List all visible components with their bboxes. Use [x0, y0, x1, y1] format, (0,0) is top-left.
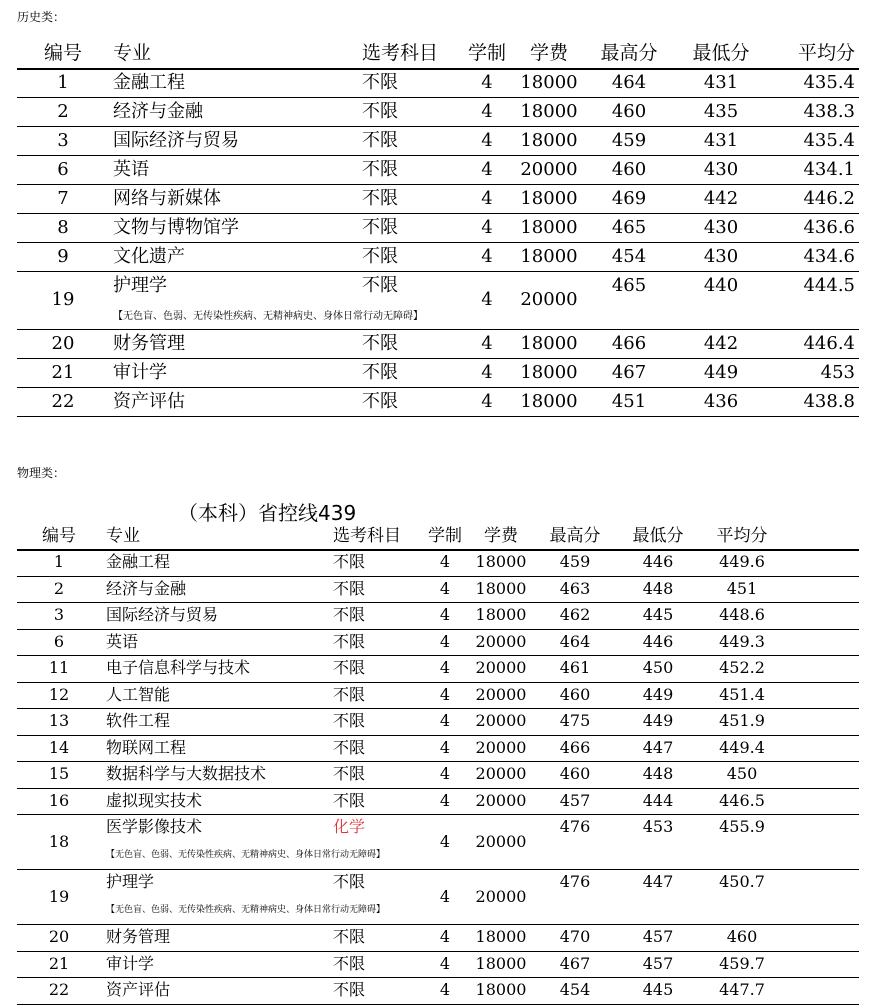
column-header: 编号 [43, 42, 82, 64]
avg-score-cell: 438.3 [803, 100, 855, 122]
fee-cell: 18000 [520, 129, 578, 151]
major-cell: 资产评估 [113, 390, 185, 412]
subject-cell: 不限 [333, 605, 366, 625]
major-cell: 国际经济与贸易 [106, 605, 219, 625]
max-score-cell: 467 [559, 953, 591, 973]
id-cell: 9 [57, 245, 69, 267]
row-divider [17, 708, 859, 709]
major-cell: 电子信息科学与技术 [106, 658, 251, 678]
eligibility-note: 【无色盲、色弱、无传染性疾病、无精神病史、身体日常行动无障碍】 [106, 850, 386, 860]
id-cell: 19 [48, 886, 70, 906]
max-score-cell: 464 [611, 71, 647, 93]
id-cell: 20 [51, 332, 75, 354]
column-header: 最低分 [632, 526, 684, 546]
id-cell: 18 [48, 831, 70, 851]
fee-cell: 18000 [475, 927, 527, 947]
years-cell: 4 [439, 578, 451, 598]
avg-score-cell: 438.8 [803, 390, 855, 412]
row-divider [17, 576, 859, 577]
column-header: 学费 [484, 526, 518, 546]
column-header: 最低分 [692, 42, 750, 64]
physics-section-label: 物理类： [17, 466, 66, 480]
avg-score-cell: 446.2 [803, 187, 855, 209]
column-header: 学制 [467, 42, 506, 64]
eligibility-note: 【无色盲、色弱、无传染性疾病、无精神病史、身体日常行动无障碍】 [106, 905, 386, 915]
max-score-cell: 476 [559, 817, 591, 836]
subject-cell: 不限 [362, 129, 398, 151]
min-score-cell: 453 [642, 817, 674, 836]
major-cell: 数据科学与大数据技术 [106, 764, 267, 784]
subject-cell: 不限 [333, 552, 366, 572]
avg-score-cell: 448.6 [719, 605, 765, 625]
fee-cell: 20000 [475, 658, 527, 678]
row-divider [17, 655, 859, 656]
subject-cell: 不限 [362, 71, 398, 93]
fee-cell: 18000 [520, 332, 578, 354]
subject-cell: 不限 [333, 631, 366, 651]
id-cell: 6 [57, 158, 69, 180]
row-divider [17, 629, 859, 630]
max-score-cell: 457 [559, 790, 591, 810]
fee-cell: 20000 [475, 684, 527, 704]
max-score-cell: 466 [611, 332, 647, 354]
major-cell: 文化遗产 [113, 245, 185, 267]
fee-cell: 18000 [475, 605, 527, 625]
avg-score-cell: 459.7 [719, 953, 765, 973]
min-score-cell: 445 [642, 605, 674, 625]
major-cell: 金融工程 [113, 71, 185, 93]
subject-cell: 不限 [362, 275, 398, 296]
major-cell: 审计学 [113, 361, 167, 383]
subject-cell: 不限 [333, 578, 366, 598]
subject-cell: 不限 [362, 158, 398, 180]
column-header: 学费 [529, 42, 568, 64]
fee-cell: 18000 [520, 361, 578, 383]
min-score-cell: 457 [642, 927, 674, 947]
years-cell: 4 [439, 737, 451, 757]
major-cell: 软件工程 [106, 711, 171, 731]
subject-cell: 不限 [333, 927, 366, 947]
max-score-cell: 476 [559, 872, 591, 891]
major-cell: 英语 [106, 631, 139, 651]
years-cell: 4 [481, 245, 493, 267]
major-cell: 网络与新媒体 [113, 187, 221, 209]
min-score-cell: 440 [703, 275, 739, 296]
subject-cell: 不限 [333, 953, 366, 973]
min-score-cell: 431 [703, 129, 739, 151]
id-cell: 1 [53, 552, 65, 572]
max-score-cell: 461 [559, 658, 591, 678]
max-score-cell: 465 [611, 275, 647, 296]
column-header: 专业 [106, 526, 140, 546]
avg-score-cell: 446.4 [803, 332, 855, 354]
avg-score-cell: 451.4 [719, 684, 765, 704]
years-cell: 4 [481, 158, 493, 180]
row-divider [17, 1004, 859, 1005]
major-cell: 国际经济与贸易 [113, 129, 239, 151]
fee-cell: 18000 [520, 71, 578, 93]
avg-score-cell: 434.6 [803, 245, 855, 267]
avg-score-cell: 451.9 [719, 711, 765, 731]
min-score-cell: 450 [642, 658, 674, 678]
subject-cell: 不限 [333, 872, 366, 891]
id-cell: 2 [57, 100, 69, 122]
subject-cell: 不限 [333, 980, 366, 1000]
years-cell: 4 [439, 711, 451, 731]
min-score-cell: 431 [703, 71, 739, 93]
row-divider [17, 155, 859, 156]
max-score-cell: 451 [611, 390, 647, 412]
min-score-cell: 449 [642, 684, 674, 704]
min-score-cell: 445 [642, 980, 674, 1000]
max-score-cell: 475 [559, 711, 591, 731]
min-score-cell: 447 [642, 737, 674, 757]
major-cell: 经济与金融 [106, 578, 187, 598]
avg-score-cell: 449.6 [719, 552, 765, 572]
fee-cell: 20000 [475, 886, 527, 906]
years-cell: 4 [439, 980, 451, 1000]
max-score-cell: 465 [611, 216, 647, 238]
id-cell: 19 [51, 289, 75, 310]
column-header: 最高分 [600, 42, 658, 64]
avg-score-cell: 452.2 [719, 658, 765, 678]
subject-cell: 化学 [333, 817, 366, 836]
column-header: 学制 [428, 526, 462, 546]
row-divider [17, 213, 859, 214]
subject-cell: 不限 [362, 332, 398, 354]
avg-score-cell: 435.4 [803, 71, 855, 93]
years-cell: 4 [481, 100, 493, 122]
avg-score-cell: 434.1 [803, 158, 855, 180]
subject-cell: 不限 [333, 764, 366, 784]
avg-score-cell: 455.9 [719, 817, 765, 836]
max-score-cell: 464 [559, 631, 591, 651]
major-cell: 英语 [113, 158, 149, 180]
fee-cell: 20000 [475, 831, 527, 851]
subject-cell: 不限 [333, 711, 366, 731]
min-score-cell: 446 [642, 552, 674, 572]
row-divider [17, 242, 859, 243]
years-cell: 4 [439, 764, 451, 784]
major-cell: 人工智能 [106, 684, 171, 704]
id-cell: 6 [53, 631, 65, 651]
major-cell: 护理学 [106, 872, 155, 891]
id-cell: 22 [48, 980, 70, 1000]
row-divider [17, 358, 859, 359]
column-header: 平均分 [716, 526, 768, 546]
id-cell: 20 [48, 927, 70, 947]
major-cell: 医学影像技术 [106, 817, 203, 836]
years-cell: 4 [481, 332, 493, 354]
column-header: 平均分 [797, 42, 855, 64]
avg-score-cell: 450 [726, 764, 758, 784]
max-score-cell: 462 [559, 605, 591, 625]
fee-cell: 20000 [520, 158, 578, 180]
years-cell: 4 [439, 631, 451, 651]
id-cell: 1 [57, 71, 69, 93]
avg-score-cell: 446.5 [719, 790, 765, 810]
years-cell: 4 [439, 831, 451, 851]
subject-cell: 不限 [362, 216, 398, 238]
avg-score-cell: 449.4 [719, 737, 765, 757]
min-score-cell: 444 [642, 790, 674, 810]
years-cell: 4 [481, 129, 493, 151]
avg-score-cell: 460 [726, 927, 758, 947]
row-divider [17, 735, 859, 736]
min-score-cell: 447 [642, 872, 674, 891]
row-divider [17, 924, 859, 925]
row-divider [17, 977, 859, 978]
major-cell: 资产评估 [106, 980, 171, 1000]
max-score-cell: 459 [559, 552, 591, 572]
years-cell: 4 [481, 289, 493, 310]
id-cell: 14 [48, 737, 70, 757]
history-section-label: 历史类： [17, 10, 66, 24]
subject-cell: 不限 [362, 245, 398, 267]
min-score-cell: 448 [642, 764, 674, 784]
eligibility-note: 【无色盲、色弱、无传染性疾病、无精神病史、身体日常行动无障碍】 [113, 311, 423, 322]
avg-score-cell: 453 [820, 361, 855, 383]
avg-score-cell: 435.4 [803, 129, 855, 151]
max-score-cell: 459 [611, 129, 647, 151]
min-score-cell: 448 [642, 578, 674, 598]
header-divider [17, 68, 859, 70]
major-cell: 虚拟现实技术 [106, 790, 203, 810]
years-cell: 4 [481, 216, 493, 238]
years-cell: 4 [439, 886, 451, 906]
years-cell: 4 [439, 927, 451, 947]
major-cell: 财务管理 [106, 927, 171, 947]
fee-cell: 20000 [475, 764, 527, 784]
fee-cell: 20000 [520, 289, 578, 310]
fee-cell: 18000 [520, 245, 578, 267]
id-cell: 3 [57, 129, 69, 151]
row-divider [17, 682, 859, 683]
subject-cell: 不限 [333, 658, 366, 678]
fee-cell: 20000 [475, 737, 527, 757]
fee-cell: 18000 [520, 187, 578, 209]
id-cell: 15 [48, 764, 70, 784]
header-divider [17, 549, 859, 551]
min-score-cell: 430 [703, 216, 739, 238]
fee-cell: 18000 [520, 390, 578, 412]
row-divider [17, 271, 859, 272]
id-cell: 12 [48, 684, 70, 704]
subject-cell: 不限 [333, 684, 366, 704]
row-divider [17, 416, 859, 417]
years-cell: 4 [481, 187, 493, 209]
min-score-cell: 430 [703, 158, 739, 180]
major-cell: 审计学 [106, 953, 155, 973]
id-cell: 16 [48, 790, 70, 810]
avg-score-cell: 444.5 [803, 275, 855, 296]
min-score-cell: 457 [642, 953, 674, 973]
avg-score-cell: 449.3 [719, 631, 765, 651]
min-score-cell: 430 [703, 245, 739, 267]
id-cell: 22 [51, 390, 75, 412]
subject-cell: 不限 [333, 790, 366, 810]
id-cell: 21 [48, 953, 70, 973]
fee-cell: 20000 [475, 790, 527, 810]
row-divider [17, 126, 859, 127]
row-divider [17, 761, 859, 762]
min-score-cell: 446 [642, 631, 674, 651]
subject-cell: 不限 [362, 390, 398, 412]
years-cell: 4 [439, 658, 451, 678]
years-cell: 4 [439, 684, 451, 704]
min-score-cell: 435 [703, 100, 739, 122]
column-header: 选考科目 [362, 42, 439, 64]
years-cell: 4 [481, 390, 493, 412]
row-divider [17, 329, 859, 330]
column-header: 选考科目 [333, 526, 401, 546]
subject-cell: 不限 [333, 737, 366, 757]
fee-cell: 20000 [475, 631, 527, 651]
fee-cell: 20000 [475, 711, 527, 731]
fee-cell: 18000 [475, 578, 527, 598]
years-cell: 4 [439, 953, 451, 973]
row-divider [17, 814, 859, 815]
physics-table-subtitle: （本科）省控线439 [178, 501, 357, 525]
min-score-cell: 436 [703, 390, 739, 412]
id-cell: 2 [53, 578, 65, 598]
min-score-cell: 442 [703, 187, 739, 209]
max-score-cell: 463 [559, 578, 591, 598]
column-header: 专业 [113, 42, 152, 64]
row-divider [17, 951, 859, 952]
min-score-cell: 442 [703, 332, 739, 354]
avg-score-cell: 451 [726, 578, 758, 598]
row-divider [17, 602, 859, 603]
id-cell: 21 [51, 361, 75, 383]
subject-cell: 不限 [362, 361, 398, 383]
fee-cell: 18000 [475, 552, 527, 572]
history-score-table [17, 38, 859, 428]
fee-cell: 18000 [475, 980, 527, 1000]
max-score-cell: 467 [611, 361, 647, 383]
major-cell: 文物与博物馆学 [113, 216, 239, 238]
years-cell: 4 [481, 361, 493, 383]
years-cell: 4 [439, 605, 451, 625]
column-header: 最高分 [549, 526, 601, 546]
major-cell: 物联网工程 [106, 737, 187, 757]
row-divider [17, 97, 859, 98]
fee-cell: 18000 [475, 953, 527, 973]
id-cell: 13 [48, 711, 70, 731]
major-cell: 经济与金融 [113, 100, 203, 122]
max-score-cell: 460 [611, 158, 647, 180]
max-score-cell: 454 [559, 980, 591, 1000]
major-cell: 金融工程 [106, 552, 171, 572]
row-divider [17, 184, 859, 185]
fee-cell: 18000 [520, 216, 578, 238]
years-cell: 4 [439, 790, 451, 810]
physics-score-table [17, 522, 859, 1006]
max-score-cell: 470 [559, 927, 591, 947]
row-divider [17, 387, 859, 388]
id-cell: 3 [53, 605, 65, 625]
max-score-cell: 469 [611, 187, 647, 209]
years-cell: 4 [439, 552, 451, 572]
max-score-cell: 466 [559, 737, 591, 757]
avg-score-cell: 436.6 [803, 216, 855, 238]
major-cell: 财务管理 [113, 332, 185, 354]
avg-score-cell: 447.7 [719, 980, 765, 1000]
id-cell: 8 [57, 216, 69, 238]
min-score-cell: 449 [642, 711, 674, 731]
years-cell: 4 [481, 71, 493, 93]
fee-cell: 18000 [520, 100, 578, 122]
subject-cell: 不限 [362, 187, 398, 209]
major-cell: 护理学 [113, 275, 167, 296]
max-score-cell: 454 [611, 245, 647, 267]
row-divider [17, 869, 859, 870]
column-header: 编号 [42, 526, 76, 546]
max-score-cell: 460 [559, 764, 591, 784]
id-cell: 7 [57, 187, 69, 209]
row-divider [17, 788, 859, 789]
max-score-cell: 460 [559, 684, 591, 704]
id-cell: 11 [48, 658, 70, 678]
min-score-cell: 449 [703, 361, 739, 383]
max-score-cell: 460 [611, 100, 647, 122]
avg-score-cell: 450.7 [719, 872, 765, 891]
subject-cell: 不限 [362, 100, 398, 122]
